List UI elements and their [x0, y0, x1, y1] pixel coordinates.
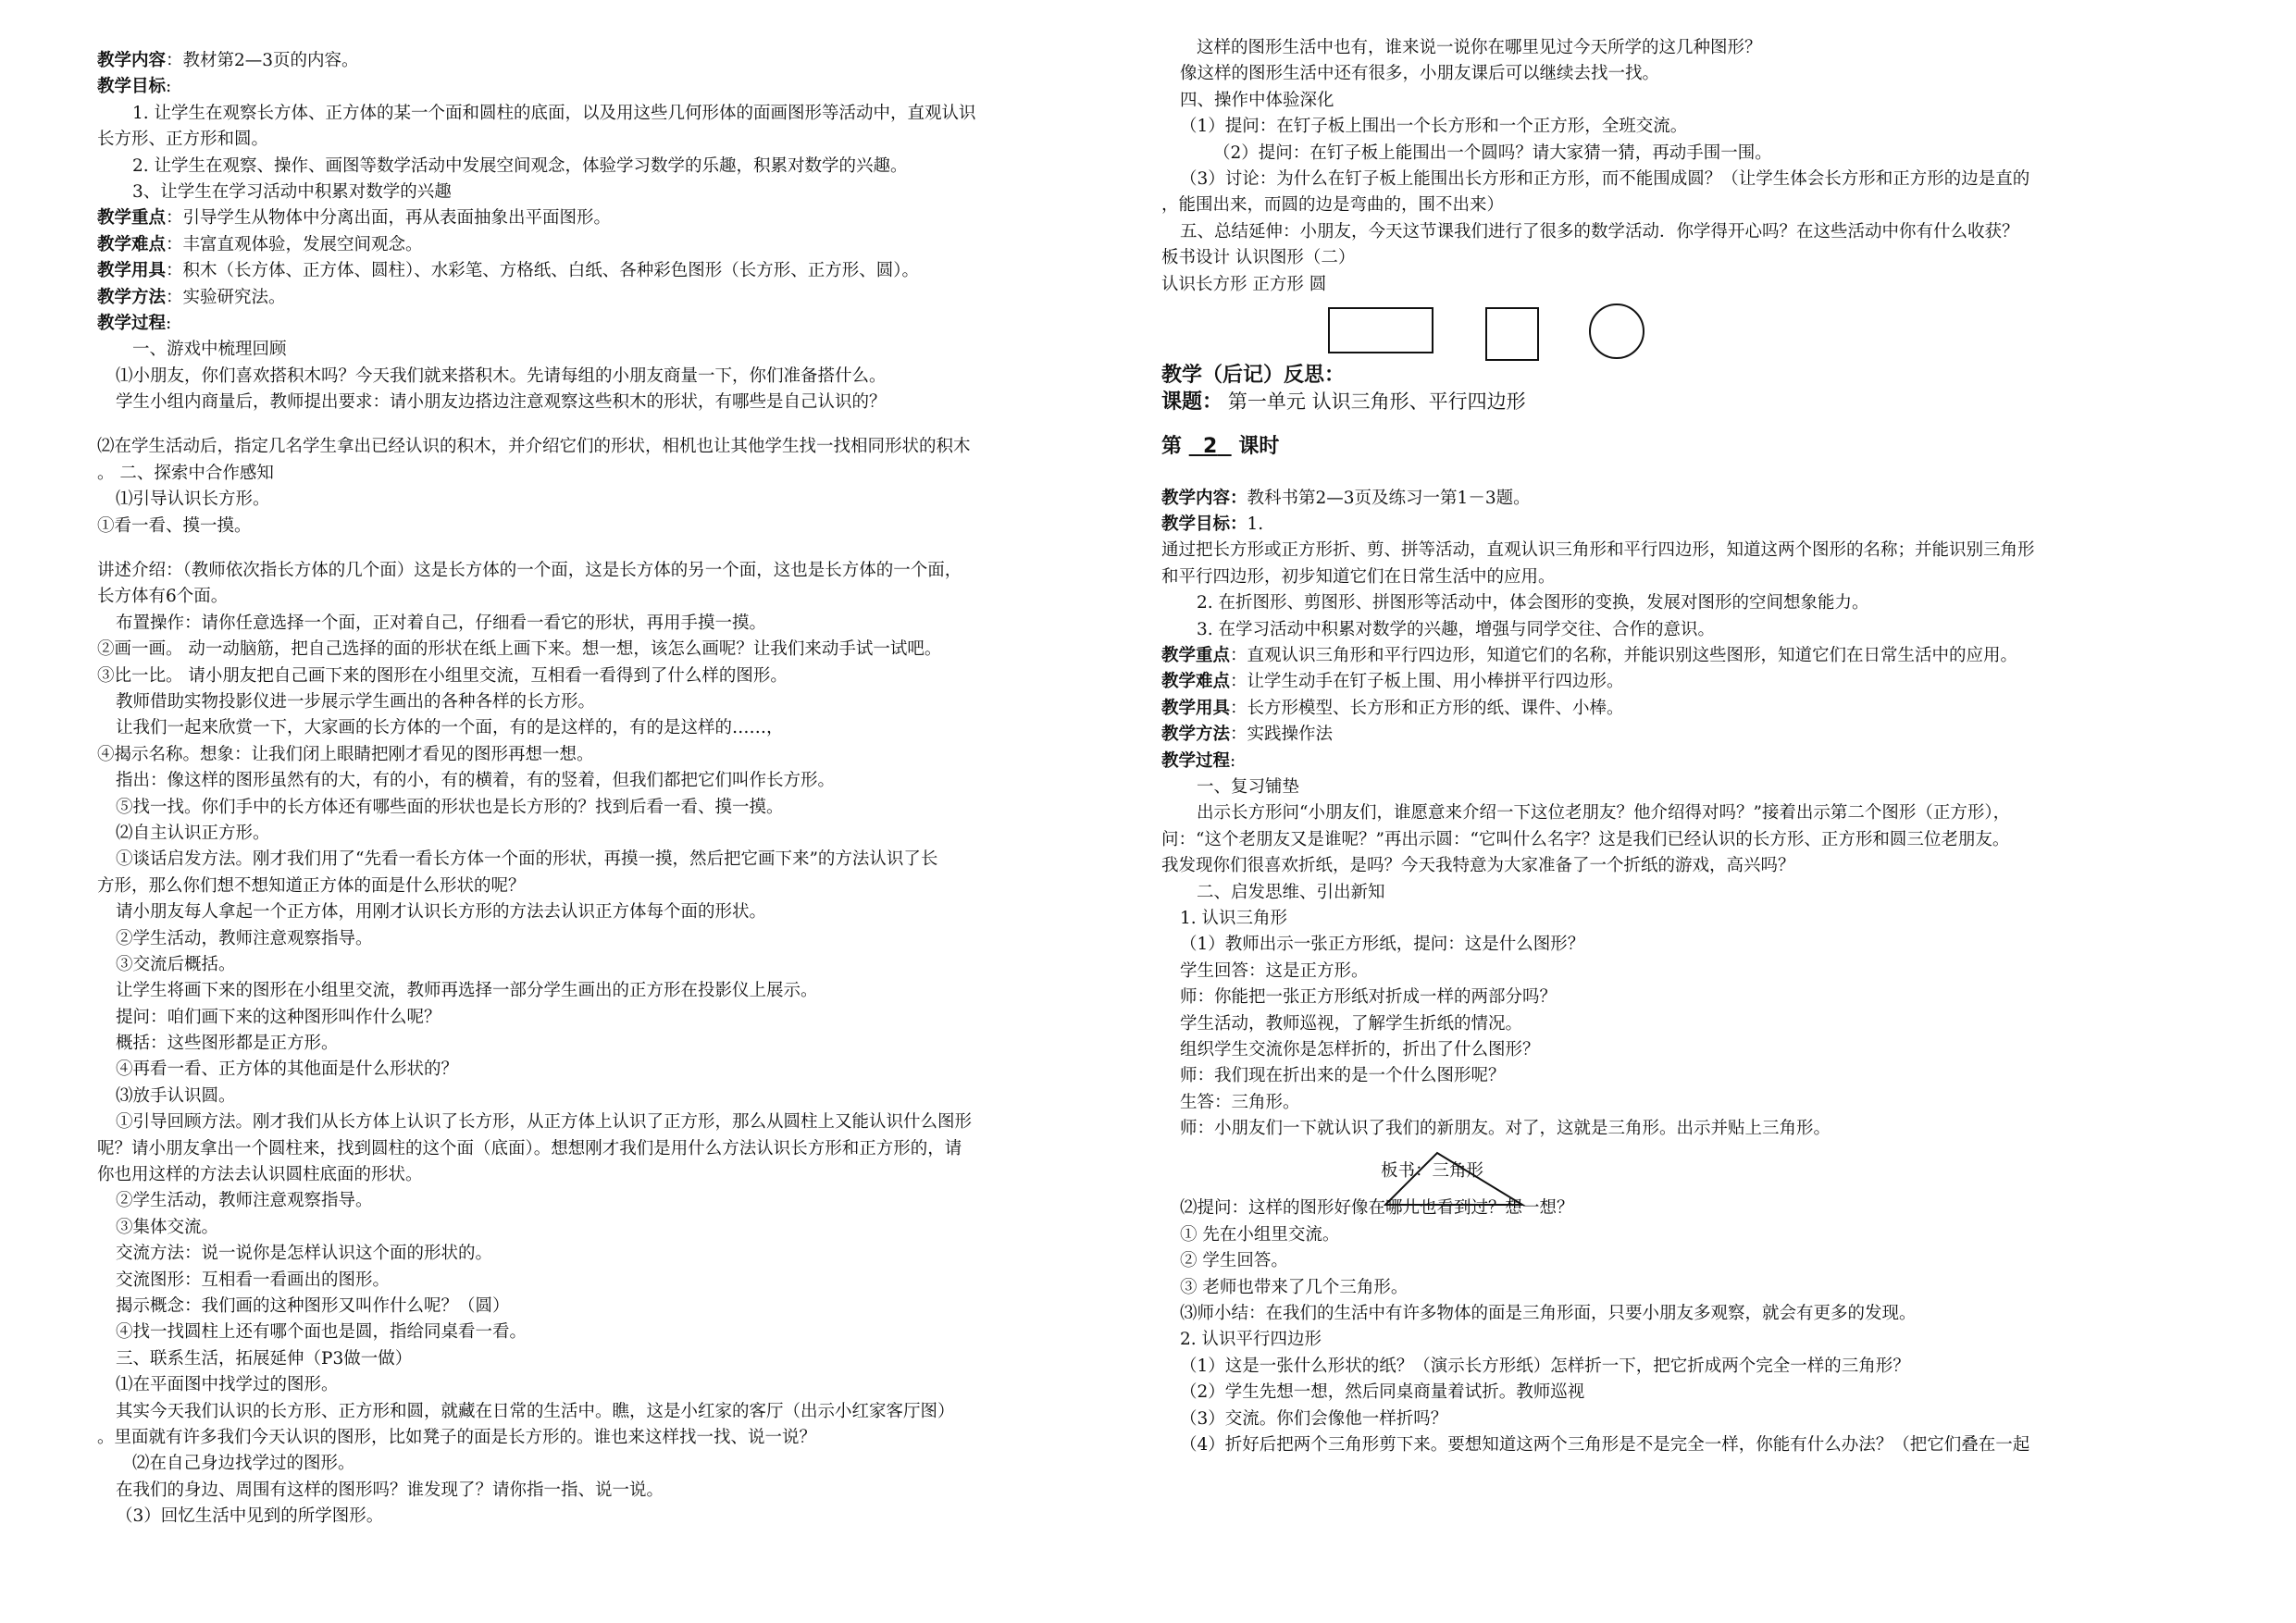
lesson-number: 2: [1203, 434, 1218, 458]
line-text: 在我们的身边、周围有这样的图形吗？谁发现了？请你指一指、说一说。: [116, 1480, 664, 1500]
lesson-suffix: 课时: [1238, 434, 1280, 458]
line-text: 1.: [1247, 514, 1264, 535]
lesson-prefix: 第: [1161, 434, 1183, 458]
text-line: [97, 1005, 1152, 1031]
line-text: 教科书第2—3页及练习一第1－3题。: [1247, 488, 1531, 508]
line-text: 像这样的图形生活中还有很多，小朋友课后可以继续去找一找。: [1180, 64, 1660, 84]
line-text: ④再看一看、正方体的其他面是什么形状的？: [116, 1059, 459, 1080]
line-text: ③ 老师也带来了几个三角形。: [1180, 1277, 1409, 1297]
line-text: （4）折好后把两个三角形剪下来。要想知道这两个三角形是不是完全一样，你能有什么办法？（把它们叠在一起: [1180, 1434, 2030, 1455]
text-line: [1161, 985, 2212, 1010]
text-line: [97, 742, 1152, 768]
right-intro-section: [1161, 35, 2212, 298]
line-text: 3. 在学习活动中积累对数学的兴趣，增强与同学交往、合作的意识。: [1197, 619, 1716, 639]
text-line: [97, 1241, 1152, 1267]
text-line: [97, 258, 1152, 284]
section-label: 教学目标: [97, 77, 167, 97]
line-text: 师：我们现在折出来的是一个什么图形呢？: [1180, 1066, 1506, 1086]
text-line: [97, 232, 1152, 258]
text-line: [97, 926, 1152, 952]
line-text: ：引导学生从物体中分离出面，再从表面抽象出平面图形。: [166, 208, 612, 229]
text-line: [1161, 219, 2212, 245]
section-label: 教学难点: [97, 234, 167, 254]
text-line: [97, 1084, 1152, 1109]
line-text: 概括：这些图形都是正方形。: [116, 1034, 339, 1054]
line-text: ⑴引导认识长方形。: [116, 489, 270, 510]
text-line: [97, 1188, 1152, 1214]
text-line: [1161, 853, 2212, 879]
text-line: [1161, 141, 2212, 167]
line-text: ③交流后概括。: [116, 954, 236, 974]
section-label: 教学内容: [97, 51, 167, 70]
text-line: [1161, 696, 2212, 722]
text-line: [97, 821, 1152, 847]
section-label: 教学重点: [1161, 646, 1231, 666]
text-line: [97, 514, 1152, 539]
text-line: [97, 1346, 1152, 1372]
line-text: 2. 在折图形、剪图形、拼图形等活动中，体会图形的变换，发展对图形的空间想象能力。: [1197, 593, 1869, 613]
line-text: （1）这是一张什么形状的纸？（演示长方形纸）怎样折一下，把它折成两个完全一样的三角形？: [1180, 1356, 1910, 1376]
text-line: [97, 487, 1152, 513]
text-line: [1161, 1406, 2212, 1432]
square-shape: [1485, 307, 1539, 361]
text-line: [1161, 1380, 2212, 1406]
text-line: [1161, 564, 2212, 590]
text-line: [1161, 1432, 2212, 1458]
text-line: [97, 558, 1152, 584]
text-line: [1161, 749, 2212, 774]
line-text: 其实今天我们认识的长方形、正方形和圆，就藏在日常的生活中。瞧，这是小红家的客厅（出示小红家客厅图）: [116, 1401, 955, 1421]
line-text: ④找一找圆柱上还有哪个面也是圆，指给同桌看一看。: [116, 1322, 527, 1343]
text-line: [97, 154, 1152, 180]
right-column: [1161, 35, 2212, 1458]
text-line: [1161, 1090, 2212, 1116]
section-label: 教学重点: [97, 208, 167, 229]
text-line: [97, 180, 1152, 205]
text-line: [97, 101, 1152, 127]
topic-text: 第一单元 认识三角形、平行四边形: [1227, 390, 1526, 414]
text-line: [1161, 538, 2212, 564]
line-text: 出示长方形问“小朋友们，谁愿意来介绍一下这位老朋友？他介绍得对吗？”接着出示第二个图形（正方形），: [1197, 803, 2011, 824]
line-text: 学生回答：这是正方形。: [1180, 960, 1369, 981]
text-line: [1161, 1275, 2212, 1301]
text-line: [1161, 1354, 2212, 1380]
line-text: 提问：咱们画下来的这种图形叫作什么呢？: [116, 1007, 441, 1027]
lesson-heading: [1161, 434, 2212, 467]
line-text: ⑶放手认识圆。: [116, 1085, 236, 1106]
text-line: [97, 873, 1152, 899]
line-text: :: [166, 313, 172, 333]
line-text: ⑴在平面图中找学过的图形。: [116, 1375, 339, 1395]
triangle-figure: [1161, 1142, 2212, 1196]
line-text: （3）讨论：为什么在钉子板上能围出长方形和正方形，而不能围成圆？（让学生体会长方形和正方形的边是直的: [1180, 168, 2030, 189]
line-text: ：积木（长方体、正方体、圆柱）、水彩笔、方格纸、白纸、各种彩色图形（长方形、正方形、圆）。: [166, 261, 920, 281]
line-text: 生答：三角形。: [1180, 1092, 1300, 1112]
text-line: [97, 899, 1152, 925]
text-line: [97, 1294, 1152, 1319]
line-text: ：长方形模型、长方形和正方形的纸、课件、小棒。: [1230, 698, 1624, 718]
line-text: 长方形、正方形和圆。: [97, 130, 269, 150]
line-text: ⑴小朋友，你们喜欢搭积木吗？今天我们就来搭积木。先请每组的小朋友商量一下，你们准备搭什么。: [116, 365, 887, 386]
line-text: ⑵在自己身边找学过的图形。: [132, 1454, 355, 1474]
line-text: 五、总结延伸：小朋友，今天这节课我们进行了很多的数学活动．你学得开心吗？在这些活动中你有什么收获？: [1180, 221, 2019, 242]
text-line: [97, 127, 1152, 153]
line-text: 布置操作：请你任意选择一个面，正对着自己，仔细看一看它的形状，再用手摸一摸。: [116, 613, 767, 633]
text-line: [97, 1425, 1152, 1451]
text-line: [1161, 1248, 2212, 1274]
text-line: [97, 461, 1152, 487]
line-text: （3）回忆生活中见到的所学图形。: [116, 1506, 384, 1527]
line-text: ：实践操作法: [1230, 725, 1334, 745]
text-line: [97, 1319, 1152, 1345]
line-text: ⑵自主认识正方形。: [116, 823, 270, 843]
text-line: [97, 1215, 1152, 1241]
text-line: [1161, 114, 2212, 140]
text-line: [97, 663, 1152, 689]
section-label: 教学难点: [1161, 672, 1231, 692]
section-label: 教学用具: [1161, 698, 1231, 718]
text-line: [1161, 512, 2212, 538]
line-text: （1）教师出示一张正方形纸，提问：这是什么图形？: [1180, 935, 1585, 955]
line-text: ②学生活动，教师注意观察指导。: [116, 928, 373, 948]
line-text: （3）交流。你们会像他一样折吗？: [1180, 1408, 1448, 1429]
line-text: 揭示概念：我们画的这种图形又叫作什么呢？（圆）: [116, 1295, 510, 1316]
line-text: 。 二、探索中合作感知: [97, 463, 274, 483]
line-text: ：教材第2—3页的内容。: [166, 51, 359, 70]
text-line: [97, 1504, 1152, 1530]
line-text: ：丰富直观体验，发展空间观念。: [166, 234, 423, 254]
text-line: [97, 1372, 1152, 1398]
text-line: [97, 205, 1152, 231]
text-line: [97, 1268, 1152, 1294]
line-text: 三、联系生活，拓展延伸（P3做一做）: [116, 1348, 413, 1369]
text-line: [1161, 827, 2212, 853]
line-text: 1. 让学生在观察长方体、正方体的某一个面和圆柱的底面，以及用这些几何形体的面画图形等活动中，直观认识: [132, 103, 976, 123]
text-line: [1161, 486, 2212, 512]
text-line: [1161, 88, 2212, 114]
text-line: [1161, 1301, 2212, 1327]
line-text: 这样的图形生活中也有，谁来说一说你在哪里见过今天所学的这几种图形？: [1197, 38, 1762, 57]
section-label: 教学目标：: [1161, 514, 1247, 535]
line-text: 师：你能把一张正方形纸对折成一样的两部分吗？: [1180, 987, 1558, 1008]
section-label: 教学用具: [97, 261, 167, 281]
blackboard-shapes: [1161, 298, 2212, 363]
line-text: 交流方法：说一说你是怎样认识这个面的形状的。: [116, 1244, 493, 1264]
circle-shape: [1589, 304, 1644, 359]
triangle-board-label: 板书：三角形: [1381, 1161, 1484, 1182]
line-text: （2）学生先想一想，然后同桌商量着试折。教师巡视: [1180, 1382, 1585, 1403]
text-line: [97, 48, 1152, 74]
text-line: [97, 689, 1152, 715]
line-text: 二、启发思维、引出新知: [1197, 882, 1385, 902]
text-line: [97, 715, 1152, 741]
section-label: 教学过程: [1161, 750, 1231, 771]
text-line: [1161, 590, 2212, 616]
text-line: [1161, 669, 2212, 695]
text-line: [97, 611, 1152, 637]
text-line: [1161, 1063, 2212, 1089]
text-line: [1161, 1327, 2212, 1353]
text-line: [97, 768, 1152, 794]
text-line: [97, 1109, 1152, 1135]
line-text: ③集体交流。: [116, 1217, 219, 1237]
text-line: [97, 847, 1152, 873]
line-text: 2. 让学生在观察、操作、画图等数学活动中发展空间观念，体验学习数学的乐趣，积累对数学的兴趣。: [132, 155, 908, 176]
line-text: 指出：像这样的图形虽然有的大，有的小，有的横着，有的竖着，但我们都把它们叫作长方形。: [116, 771, 836, 791]
line-text: ② 学生回答。: [1180, 1251, 1288, 1271]
line-text: 组织学生交流你是怎样折的，折出了什么图形？: [1180, 1039, 1540, 1059]
line-text: 3、让学生在学习活动中积累对数学的兴趣: [132, 181, 452, 202]
text-line: [1161, 643, 2212, 669]
text-line: [97, 337, 1152, 363]
line-text: （1）提问：在钉子板上围出一个长方形和一个正方形，全班交流。: [1180, 117, 1688, 137]
line-text: 学生活动，教师巡视，了解学生折纸的情况。: [1180, 1013, 1523, 1034]
line-text: 教师借助实物投影仪进一步展示学生画出的各种各样的长方形。: [116, 691, 596, 712]
text-line: [1161, 1011, 2212, 1037]
text-line: [97, 1031, 1152, 1057]
line-text: ，能围出来，而圆的边是弯曲的，围不出来）: [1161, 195, 1505, 216]
text-line: [97, 795, 1152, 821]
line-text: ①看一看、摸一摸。: [97, 515, 252, 536]
section-label: 教学方法: [1161, 725, 1231, 745]
text-line: [1161, 959, 2212, 985]
line-text: 呢？请小朋友拿出一个圆柱来，找到圆柱的这个面（底面）。想想刚才我们是用什么方法认识长方形和正方形的，请: [97, 1138, 962, 1158]
line-text: ④揭示名称。想象：让我们闭上眼睛把刚才看见的图形再想一想。: [97, 744, 594, 764]
line-text: 我发现你们很喜欢折纸，是吗？今天我特意为大家准备了一个折纸的游戏，高兴吗？: [1161, 856, 1795, 876]
line-text: 师：小朋友们一下就认识了我们的新朋友。对了，这就是三角形。出示并贴上三角形。: [1180, 1119, 1831, 1139]
text-line: [97, 74, 1152, 100]
line-text: ：实验研究法。: [166, 287, 286, 307]
line-text: ③比一比。 请小朋友把自己画下来的图形在小组里交流，互相看一看得到了什么样的图形。: [97, 665, 788, 686]
text-line: [1161, 167, 2212, 192]
text-line: [1161, 932, 2212, 958]
line-text: 一、游戏中梳理回顾: [132, 340, 287, 360]
line-text: ：直观认识三角形和平行四边形，知道它们的名称，并能识别这些图形，知道它们在日常生活中的应用。: [1230, 646, 2018, 666]
line-text: ：让学生动手在钉子板上围、用小棒拼平行四边形。: [1230, 672, 1624, 692]
topic-label: 课题：: [1161, 390, 1223, 415]
text-line: [1161, 35, 2212, 61]
line-text: 2. 认识平行四边形: [1180, 1330, 1322, 1350]
blank-line: [97, 539, 1152, 558]
section-label: 教学方法: [97, 287, 167, 307]
text-line: [97, 434, 1152, 460]
text-line: [97, 311, 1152, 337]
text-line: [97, 1057, 1152, 1083]
text-line: [1161, 1222, 2212, 1248]
line-text: ①引导回顾方法。刚才我们从长方体上认识了长方形，从正方体上认识了正方形，那么从圆柱上又能认识什么图形: [116, 1112, 973, 1133]
right-body-section: [1161, 486, 2212, 1143]
text-line: [1161, 774, 2212, 800]
text-line: [1161, 722, 2212, 748]
text-line: [97, 285, 1152, 311]
section-label: 教学内容：: [1161, 488, 1247, 508]
rectangle-shape: [1328, 307, 1433, 353]
text-line: [1161, 1116, 2212, 1142]
text-line: [97, 1162, 1152, 1188]
section-label: 教学过程: [97, 313, 167, 333]
text-line: [97, 390, 1152, 415]
line-text: 板书设计 认识图形（二）: [1161, 248, 1356, 268]
afterword-heading: 教学（后记）反思：: [1161, 363, 1346, 387]
line-text: ① 先在小组里交流。: [1180, 1224, 1340, 1245]
line-text: :: [1230, 750, 1236, 771]
text-line: [1161, 1037, 2212, 1063]
line-text: ⑵提问：这样的图形好像在哪儿也看到过？想一想？: [1180, 1198, 1574, 1219]
text-line: [1161, 61, 2212, 87]
line-text: 一、复习铺垫: [1197, 776, 1300, 797]
line-text: 方形，那么你们想不想知道正方体的面是什么形状的呢？: [97, 875, 526, 896]
line-text: 1. 认识三角形: [1180, 908, 1288, 928]
right-tail-section: [1161, 1196, 2212, 1458]
line-text: 四、操作中体验深化: [1180, 90, 1334, 110]
text-line: [1161, 272, 2212, 298]
text-line: [97, 637, 1152, 663]
line-text: 讲述介绍：（教师依次指长方体的几个面）这是长方体的一个面，这是长方体的另一个面，这也是长方体的一个面，: [97, 561, 962, 581]
line-text: 。里面就有许多我们今天认识的图形，比如凳子的面是长方形的。谁也来这样找一找、说一说？: [97, 1427, 817, 1447]
line-text: （2）提问：在钉子板上能围出一个圆吗？请大家猜一猜，再动手围一围。: [1213, 142, 1772, 163]
topic-line: [1161, 389, 2212, 415]
left-column: [97, 48, 1152, 1530]
line-text: 通过把长方形或正方形折、剪、拼等活动，直观认识三角形和平行四边形，知道这两个图形的名称；并能识别三角形: [1161, 540, 2035, 561]
line-text: 认识长方形 正方形 圆: [1161, 274, 1327, 294]
text-line: [97, 1451, 1152, 1477]
line-text: 和平行四边形，初步知道它们在日常生活中的应用。: [1161, 566, 1556, 587]
line-text: 问：“这个老朋友又是谁呢？”再出示圆：“它叫什么名字？这是我们已经认识的长方形、正方形和圆三位老朋友。: [1161, 829, 2010, 849]
line-text: 你也用这样的方法去认识圆柱底面的形状。: [97, 1165, 423, 1185]
text-line: [97, 1136, 1152, 1162]
blank-line: [97, 415, 1152, 434]
line-text: ②学生活动，教师注意观察指导。: [116, 1191, 373, 1211]
text-line: [1161, 245, 2212, 271]
text-line: [97, 1478, 1152, 1504]
text-line: [1161, 1196, 2212, 1221]
line-text: 请小朋友每人拿起一个正方体，用刚才认识长方形的方法去认识正方体每个面的形状。: [116, 902, 767, 923]
line-text: ①谈话启发方法。刚才我们用了“先看一看长方体一个面的形状，再摸一摸，然后把它画下来”的方法认识了长: [116, 849, 938, 870]
text-line: [97, 1399, 1152, 1425]
text-line: [97, 952, 1152, 978]
text-line: [1161, 880, 2212, 906]
line-text: 长方体有6个面。: [97, 587, 229, 607]
line-text: 学生小组内商量后，教师提出要求：请小朋友边搭边注意观察这些积木的形状，有哪些是自己认识的？: [116, 392, 887, 413]
text-line: [1161, 906, 2212, 932]
line-text: 让我们一起来欣赏一下，大家画的长方体的一个面，有的是这样的，有的是这样的……，: [116, 718, 784, 738]
line-text: :: [166, 77, 172, 97]
text-line: [1161, 800, 2212, 826]
line-text: ⑵在学生活动后，指定几名学生拿出已经认识的积木，并介绍它们的形状，相机也让其他学生找一找相同形状的积木: [97, 437, 971, 457]
text-line: [1161, 192, 2212, 218]
line-text: 让学生将画下来的图形在小组里交流，教师再选择一部分学生画出的正方形在投影仪上展示。: [116, 981, 818, 1001]
line-text: ⑶师小结：在我们的生活中有许多物体的面是三角形面，只要小朋友多观察，就会有更多的发现。: [1180, 1304, 1917, 1324]
text-line: [1161, 617, 2212, 643]
line-text: ②画一画。 动一动脑筋，把自己选择的面的形状在纸上画下来。想一想，该怎么画呢？让我们来动手试一试吧。: [97, 639, 942, 660]
text-line: [97, 584, 1152, 610]
line-text: 交流图形：互相看一看画出的图形。: [116, 1270, 391, 1290]
text-line: [97, 364, 1152, 390]
text-line: [97, 978, 1152, 1004]
line-text: ⑤找一找。你们手中的长方体还有哪些面的形状也是长方形的？找到后看一看、摸一摸。: [116, 797, 784, 817]
